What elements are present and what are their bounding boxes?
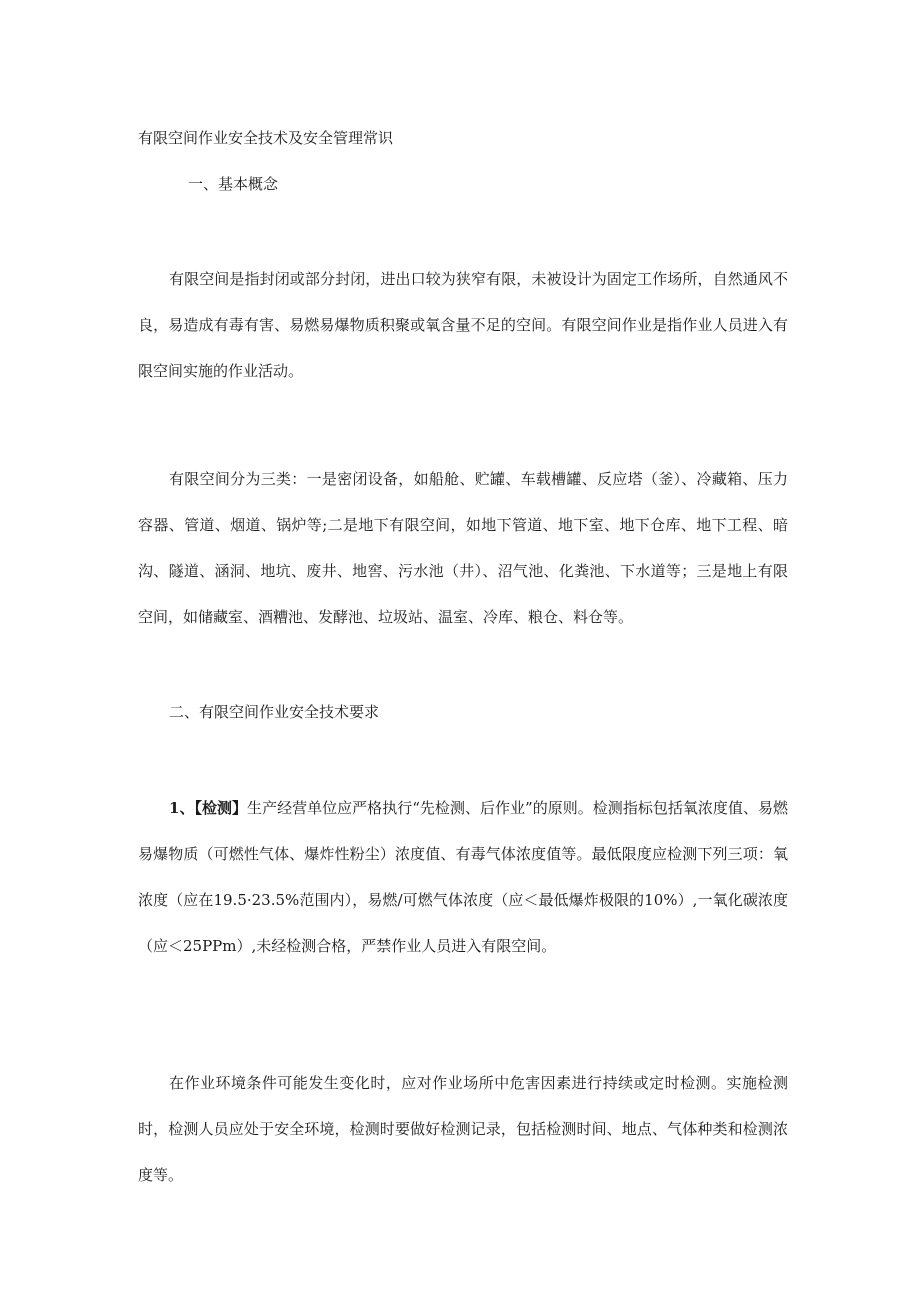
- section-heading-safety-requirements: 二、有限空间作业安全技术要求: [169, 703, 380, 721]
- section-heading-basic-concepts: 一、基本概念: [188, 175, 279, 193]
- document-title: 有限空间作业安全技术及安全管理常识: [138, 129, 394, 147]
- detection-label: 1、【检测】: [169, 799, 248, 817]
- paragraph-definition: 有限空间是指封闭或部分封闭，进出口较为狭窄有限，未被设计为固定工作场所，自然通风不良，易造成有毒有害、易燃易爆物质积聚或氧含量不足的空间。有限空间作业是指作业人员进入有限空间实施的作业活动。: [138, 270, 788, 380]
- paragraph-classification: 有限空间分为三类：一是密闭设备，如船舱、贮罐、车载槽罐、反应塔（釜）、冷藏箱、压力容器、管道、烟道、锅炉等;二是地下有限空间，如地下管道、地下室、地下仓库、地下工程、暗沟、隧道、涵洞、地坑、废井、地窖、污水池（井）、沼气池、化粪池、下水道等；三是地上有限空间，如储藏室、酒糟池、发酵池、垃圾站、温室、冷库、粮仓、料仓等。: [138, 470, 788, 626]
- paragraph-detection: [138, 785, 788, 969]
- paragraph-continuous-detection: 在作业环境条件可能发生变化时，应对作业场所中危害因素进行持续或定时检测。实施检测时，检测人员应处于安全环境，检测时要做好检测记录，包括检测时间、地点、气体种类和检测浓度等。: [138, 1074, 788, 1184]
- detection-body: 生产经营单位应严格执行“先检测、后作业”的原则。检测指标包括氧浓度值、易燃易爆物质（可燃性气体、爆炸性粉尘）浓度值、有毒气体浓度值等。最低限度应检测下列三项：氧浓度（应在19.5·23.5%范围内），易燃/可燃气体浓度（应＜最低爆炸极限的10%）,一氧化碳浓度（应＜25PPm）,未经检测合格，严禁作业人员进入有限空间。: [138, 799, 788, 955]
